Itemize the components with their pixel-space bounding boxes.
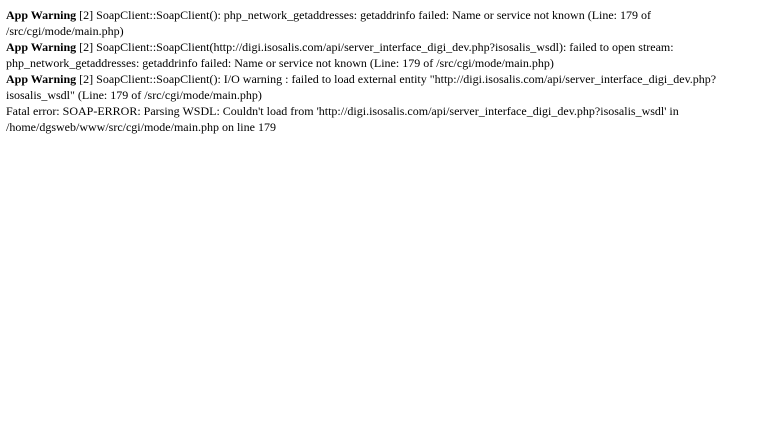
error-output (0, 0, 765, 135)
warning-text: [2] SoapClient::SoapClient(): php_network_getaddresses: getaddrinfo failed: Name or service not known (Line: 179 of /src/cgi/mode/main.php) (6, 8, 652, 38)
warning-text: [2] SoapClient::SoapClient(): I/O warning : failed to load external entity "http://digi.isosalis.com/api/server_interface_digi_dev.php?isosalis_wsdl" (Line: 179 of /src/cgi/mode/main.php) (6, 72, 717, 102)
warning-label: App Warning (6, 8, 77, 22)
warning-label: App Warning (6, 40, 77, 54)
warning-text: [2] SoapClient::SoapClient(http://digi.isosalis.com/api/server_interface_digi_dev.php?isosalis_wsdl): failed to open stream: php_network_getaddresses: getaddrinfo failed: Name or service not known (Line: 179 of /src/cgi/mode/main.php) (6, 40, 674, 70)
warning-message-1 (6, 7, 759, 39)
warning-message-2 (6, 39, 759, 71)
fatal-error-message: Fatal error: SOAP-ERROR: Parsing WSDL: Couldn't load from 'http://digi.isosalis.com/api/server_interface_digi_dev.php?isosalis_wsdl' in /home/dgsweb/www/src/cgi/mode/main.php on line 179 (6, 104, 679, 134)
warning-message-3 (6, 71, 759, 103)
warning-label: App Warning (6, 72, 77, 86)
